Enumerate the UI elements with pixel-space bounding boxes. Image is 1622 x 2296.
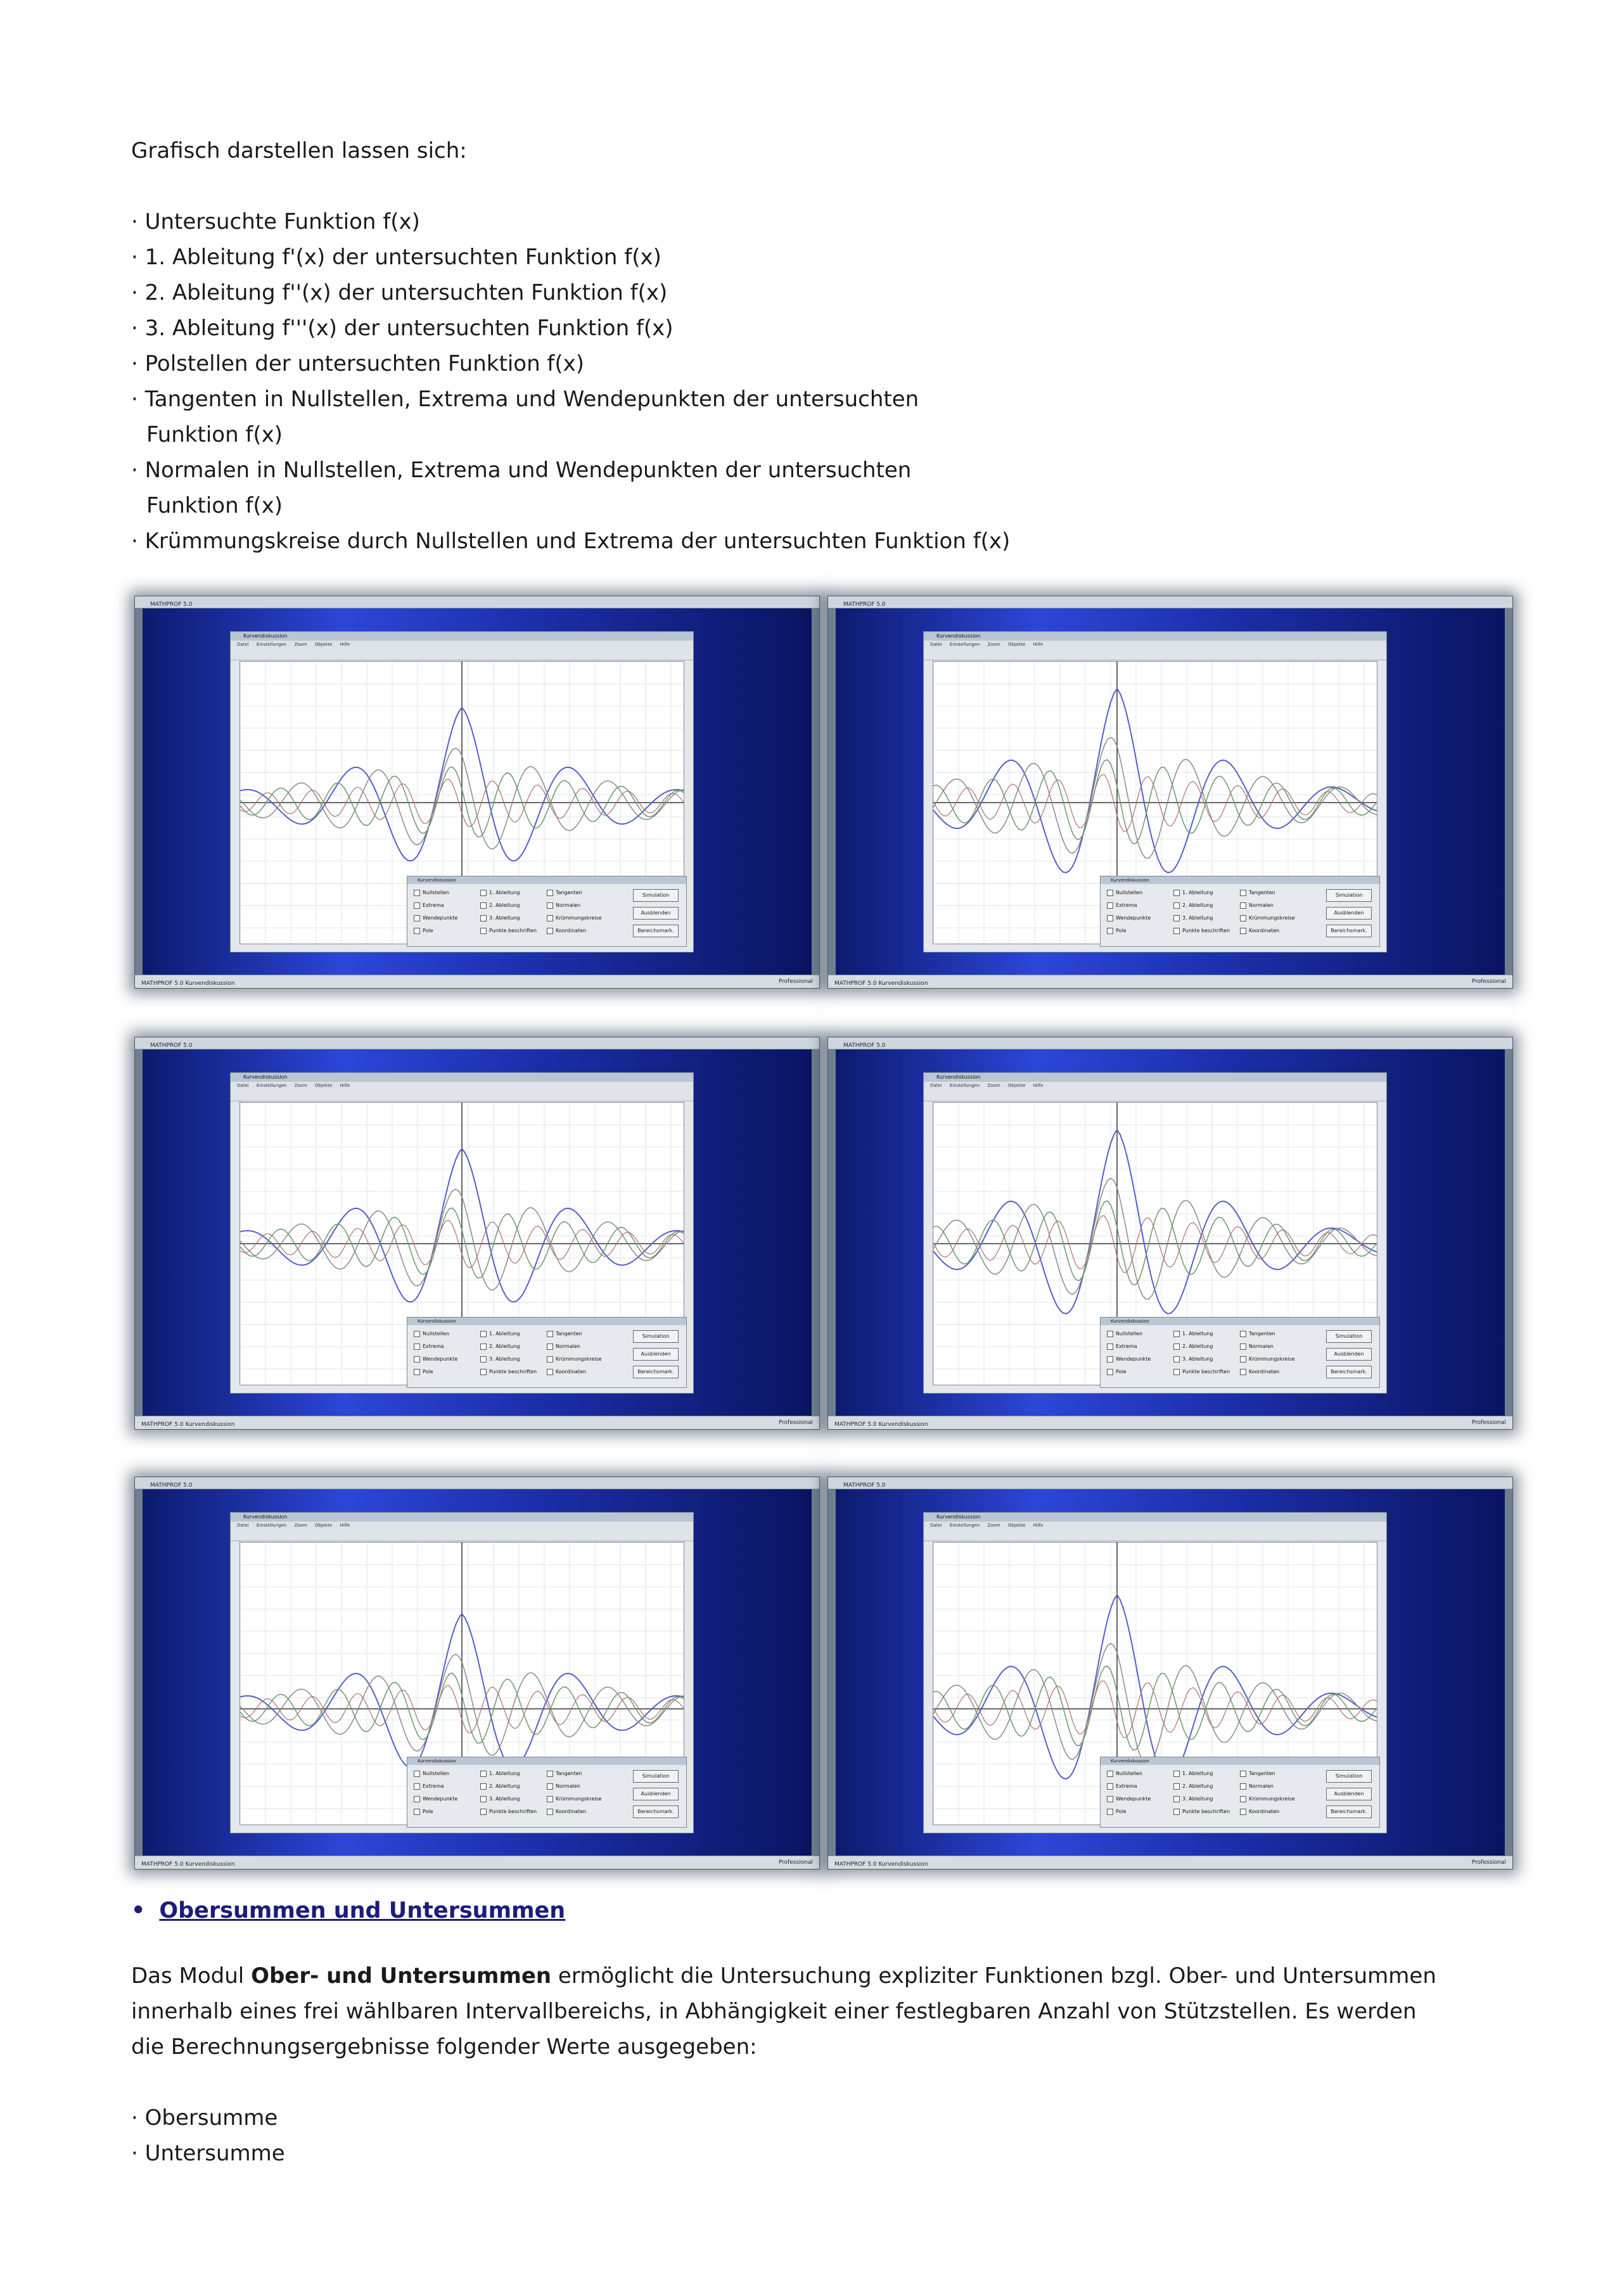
toolbar: [231, 1089, 693, 1101]
window-title: Kurvendiskussion: [231, 632, 693, 641]
panel-title: Kurvendiskussion: [1101, 1318, 1379, 1325]
panel-button[interactable]: Bereichsmark.: [633, 1805, 679, 1818]
status-app: MATHPROF 5.0 Kurvendiskussion: [834, 980, 928, 987]
app-screenshot: [827, 1037, 1513, 1430]
app-screenshot: [134, 1477, 820, 1870]
option-checkbox[interactable]: Koordinaten: [547, 1808, 586, 1816]
option-checkbox[interactable]: Tangenten: [547, 889, 582, 897]
option-checkbox[interactable]: Tangenten: [1240, 889, 1275, 897]
option-checkbox[interactable]: 1. Ableitung: [480, 1330, 520, 1338]
app-screenshot: [827, 596, 1513, 989]
options-panel: [1100, 1317, 1380, 1388]
intro-text: Grafisch darstellen lassen sich:: [131, 138, 467, 164]
option-checkbox[interactable]: 2. Ableitung: [1173, 1783, 1213, 1790]
option-checkbox[interactable]: 2. Ableitung: [480, 1783, 520, 1790]
app-title: MATHPROF 5.0: [150, 601, 193, 608]
option-checkbox[interactable]: 2. Ableitung: [480, 1343, 520, 1350]
option-checkbox[interactable]: Tangenten: [1240, 1770, 1275, 1778]
list-item: · Obersumme: [131, 2105, 278, 2131]
module-name: Ober- und Untersummen: [251, 1963, 552, 1989]
status-edition: Professional: [778, 978, 813, 985]
panel-button[interactable]: Ausblenden: [633, 1788, 679, 1800]
list-item: · 3. Ableitung f'''(x) der untersuchten Funktion f(x): [131, 316, 674, 341]
status-edition: Professional: [1471, 1859, 1506, 1866]
status-edition: Professional: [1471, 978, 1506, 985]
window-title: Kurvendiskussion: [231, 1513, 693, 1522]
option-checkbox[interactable]: Tangenten: [1240, 1330, 1275, 1338]
list-item: · Tangenten in Nullstellen, Extrema und Wendepunkten der untersuchten: [131, 387, 919, 412]
status-edition: Professional: [778, 1859, 813, 1866]
options-panel: [1100, 1757, 1380, 1828]
option-checkbox[interactable]: Koordinaten: [547, 1368, 586, 1376]
panel-button[interactable]: Bereichsmark.: [633, 1366, 679, 1378]
option-checkbox[interactable]: 3. Ableitung: [1173, 914, 1213, 922]
option-checkbox[interactable]: Nullstellen: [414, 889, 449, 897]
panel-button[interactable]: Simulation: [633, 1330, 679, 1343]
option-checkbox[interactable]: Nullstellen: [414, 1330, 449, 1338]
option-checkbox[interactable]: Krümmungskreise: [547, 914, 602, 922]
option-checkbox[interactable]: 2. Ableitung: [480, 902, 520, 909]
option-checkbox[interactable]: Wendepunkte: [414, 1356, 457, 1363]
app-title: MATHPROF 5.0: [843, 1042, 886, 1049]
status-app: MATHPROF 5.0 Kurvendiskussion: [834, 1421, 928, 1428]
option-checkbox[interactable]: 3. Ableitung: [480, 914, 520, 922]
option-checkbox[interactable]: Punkte beschriften: [1173, 1368, 1230, 1376]
option-checkbox[interactable]: Wendepunkte: [1107, 1795, 1151, 1803]
option-checkbox[interactable]: 1. Ableitung: [480, 1770, 520, 1778]
list-item-continuation: Funktion f(x): [146, 493, 283, 518]
option-checkbox[interactable]: Krümmungskreise: [1240, 1795, 1295, 1803]
option-checkbox[interactable]: 1. Ableitung: [480, 889, 520, 897]
panel-title: Kurvendiskussion: [1101, 876, 1379, 884]
option-checkbox[interactable]: 3. Ableitung: [480, 1356, 520, 1363]
panel-button[interactable]: Ausblenden: [633, 1348, 679, 1361]
option-checkbox[interactable]: 1. Ableitung: [1173, 889, 1213, 897]
module-description: [131, 1958, 1512, 2065]
menu-bar: Datei Einstellungen Zoom Objekte Hilfe: [924, 641, 1386, 648]
app-title: MATHPROF 5.0: [150, 1042, 193, 1049]
option-checkbox[interactable]: Koordinaten: [547, 927, 586, 935]
panel-title: Kurvendiskussion: [407, 1757, 686, 1765]
option-checkbox[interactable]: Koordinaten: [1240, 1368, 1279, 1376]
app-title: MATHPROF 5.0: [843, 1482, 886, 1489]
option-checkbox[interactable]: Normalen: [1240, 902, 1274, 909]
section-heading: [131, 1895, 565, 1927]
option-checkbox[interactable]: Pole: [414, 1808, 433, 1816]
list-item: · Krümmungskreise durch Nullstellen und Extrema der untersuchten Funktion f(x): [131, 529, 1011, 554]
panel-button[interactable]: Simulation: [1326, 889, 1372, 902]
app-window: [230, 631, 694, 952]
toolbar: [924, 1089, 1386, 1101]
toolbar: [231, 648, 693, 660]
option-checkbox[interactable]: Punkte beschriften: [480, 1808, 537, 1816]
option-checkbox[interactable]: Normalen: [547, 1343, 580, 1350]
option-checkbox[interactable]: Pole: [1107, 1808, 1127, 1816]
option-checkbox[interactable]: Extrema: [414, 1343, 444, 1350]
option-checkbox[interactable]: Krümmungskreise: [1240, 914, 1295, 922]
option-checkbox[interactable]: Wendepunkte: [1107, 914, 1151, 922]
list-item: [131, 417, 1010, 452]
option-checkbox[interactable]: Tangenten: [547, 1770, 582, 1778]
option-checkbox[interactable]: Extrema: [1107, 1783, 1137, 1790]
app-window: [230, 1072, 694, 1394]
list-item: [131, 488, 1010, 523]
list-item-continuation: Funktion f(x): [146, 422, 283, 447]
option-checkbox[interactable]: Koordinaten: [1240, 927, 1279, 935]
option-checkbox[interactable]: 3. Ableitung: [480, 1795, 520, 1803]
list-item: · 1. Ableitung f'(x) der untersuchten Funktion f(x): [131, 245, 661, 270]
options-panel: [1100, 876, 1380, 947]
window-title: Kurvendiskussion: [924, 1513, 1386, 1522]
app-window: [923, 1512, 1387, 1833]
app-screenshot: [134, 1037, 820, 1430]
paragraph-line: die Berechnungsergebnisse folgender Werte ausgegeben:: [131, 2034, 757, 2060]
option-checkbox[interactable]: Nullstellen: [1107, 889, 1142, 897]
menu-bar: Datei Einstellungen Zoom Objekte Hilfe: [924, 1082, 1386, 1089]
option-checkbox[interactable]: Normalen: [1240, 1783, 1274, 1790]
option-checkbox[interactable]: Extrema: [1107, 1343, 1137, 1350]
menu-bar: Datei Einstellungen Zoom Objekte Hilfe: [231, 1522, 693, 1529]
panel-title: Kurvendiskussion: [407, 1318, 686, 1325]
option-checkbox[interactable]: Punkte beschriften: [1173, 927, 1230, 935]
toolbar: [924, 648, 1386, 660]
paragraph-line: innerhalb eines frei wählbaren Intervallbereichs, in Abhängigkeit einer festlegbaren Anzahl von Stützstellen. Es werden: [131, 1999, 1417, 2024]
menu-bar: Datei Einstellungen Zoom Objekte Hilfe: [924, 1522, 1386, 1529]
option-checkbox[interactable]: Extrema: [414, 902, 444, 909]
panel-button[interactable]: Simulation: [1326, 1330, 1372, 1343]
panel-button[interactable]: Simulation: [633, 1770, 679, 1783]
options-panel: [407, 876, 687, 947]
option-checkbox[interactable]: Punkte beschriften: [1173, 1808, 1230, 1816]
list-item: · 2. Ableitung f''(x) der untersuchten Funktion f(x): [131, 280, 668, 305]
option-checkbox[interactable]: Normalen: [547, 1783, 580, 1790]
option-checkbox[interactable]: Wendepunkte: [1107, 1356, 1151, 1363]
option-checkbox[interactable]: 3. Ableitung: [1173, 1795, 1213, 1803]
panel-title: Kurvendiskussion: [1101, 1757, 1379, 1765]
option-checkbox[interactable]: Pole: [414, 927, 433, 935]
panel-button[interactable]: Simulation: [633, 889, 679, 902]
option-checkbox[interactable]: Normalen: [547, 902, 580, 909]
option-checkbox[interactable]: Wendepunkte: [414, 914, 457, 922]
app-window: [923, 631, 1387, 952]
option-checkbox[interactable]: 1. Ableitung: [1173, 1770, 1213, 1778]
panel-button[interactable]: Simulation: [1326, 1770, 1372, 1783]
value-list: [131, 2100, 285, 2171]
panel-button[interactable]: Bereichsmark.: [1326, 1805, 1372, 1818]
option-checkbox[interactable]: Extrema: [414, 1783, 444, 1790]
app-screenshot: [827, 1477, 1513, 1870]
list-item: · Normalen in Nullstellen, Extrema und Wendepunkten der untersuchten: [131, 458, 912, 483]
panel-button[interactable]: Ausblenden: [1326, 1348, 1372, 1361]
option-checkbox[interactable]: Krümmungskreise: [547, 1356, 602, 1363]
option-checkbox[interactable]: Koordinaten: [1240, 1808, 1279, 1816]
option-checkbox[interactable]: Pole: [1107, 927, 1127, 935]
window-title: Kurvendiskussion: [924, 632, 1386, 641]
app-title: MATHPROF 5.0: [843, 601, 886, 608]
app-window: [923, 1072, 1387, 1394]
list-item: · Polstellen der untersuchten Funktion f(x): [131, 351, 585, 376]
status-app: MATHPROF 5.0 Kurvendiskussion: [834, 1861, 928, 1868]
section-link[interactable]: Obersummen und Untersummen: [159, 1898, 566, 1923]
list-item: · Untersuchte Funktion f(x): [131, 209, 420, 234]
option-checkbox[interactable]: Wendepunkte: [414, 1795, 457, 1803]
panel-button[interactable]: Ausblenden: [1326, 907, 1372, 920]
panel-button[interactable]: Bereichsmark.: [633, 925, 679, 937]
status-edition: Professional: [778, 1420, 813, 1426]
panel-button[interactable]: Bereichsmark.: [1326, 1366, 1372, 1378]
toolbar: [924, 1529, 1386, 1541]
status-app: MATHPROF 5.0 Kurvendiskussion: [141, 980, 235, 987]
list-item: · Untersumme: [131, 2141, 285, 2166]
panel-button[interactable]: Ausblenden: [633, 907, 679, 920]
option-checkbox[interactable]: Nullstellen: [414, 1770, 449, 1778]
window-title: Kurvendiskussion: [924, 1073, 1386, 1082]
option-checkbox[interactable]: Nullstellen: [1107, 1330, 1142, 1338]
menu-bar: Datei Einstellungen Zoom Objekte Hilfe: [231, 641, 693, 648]
options-panel: [407, 1757, 687, 1828]
option-checkbox[interactable]: Punkte beschriften: [480, 1368, 537, 1376]
panel-title: Kurvendiskussion: [407, 876, 686, 884]
window-title: Kurvendiskussion: [231, 1073, 693, 1082]
option-checkbox[interactable]: Pole: [414, 1368, 433, 1376]
options-panel: [407, 1317, 687, 1388]
panel-button[interactable]: Bereichsmark.: [1326, 925, 1372, 937]
option-checkbox[interactable]: Krümmungskreise: [1240, 1356, 1295, 1363]
option-checkbox[interactable]: 2. Ableitung: [1173, 902, 1213, 909]
status-app: MATHPROF 5.0 Kurvendiskussion: [141, 1861, 235, 1868]
option-checkbox[interactable]: Punkte beschriften: [480, 927, 537, 935]
app-window: [230, 1512, 694, 1833]
panel-button[interactable]: Ausblenden: [1326, 1788, 1372, 1800]
option-checkbox[interactable]: 2. Ableitung: [1173, 1343, 1213, 1350]
status-app: MATHPROF 5.0 Kurvendiskussion: [141, 1421, 235, 1428]
option-checkbox[interactable]: Normalen: [1240, 1343, 1274, 1350]
toolbar: [231, 1529, 693, 1541]
option-checkbox[interactable]: Krümmungskreise: [547, 1795, 602, 1803]
option-checkbox[interactable]: Extrema: [1107, 902, 1137, 909]
option-checkbox[interactable]: 1. Ableitung: [1173, 1330, 1213, 1338]
feature-list: [131, 204, 1010, 559]
status-edition: Professional: [1471, 1420, 1506, 1426]
paragraph-line: Das Modul Ober- und Untersummen ermöglicht die Untersuchung expliziter Funktionen bzgl. Ober- und Untersummen: [131, 1963, 1436, 1989]
app-title: MATHPROF 5.0: [150, 1482, 193, 1489]
option-checkbox[interactable]: Nullstellen: [1107, 1770, 1142, 1778]
option-checkbox[interactable]: Tangenten: [547, 1330, 582, 1338]
menu-bar: Datei Einstellungen Zoom Objekte Hilfe: [231, 1082, 693, 1089]
option-checkbox[interactable]: 3. Ableitung: [1173, 1356, 1213, 1363]
option-checkbox[interactable]: Pole: [1107, 1368, 1127, 1376]
app-screenshot: [134, 596, 820, 989]
bullet-icon: •: [131, 1898, 146, 1923]
